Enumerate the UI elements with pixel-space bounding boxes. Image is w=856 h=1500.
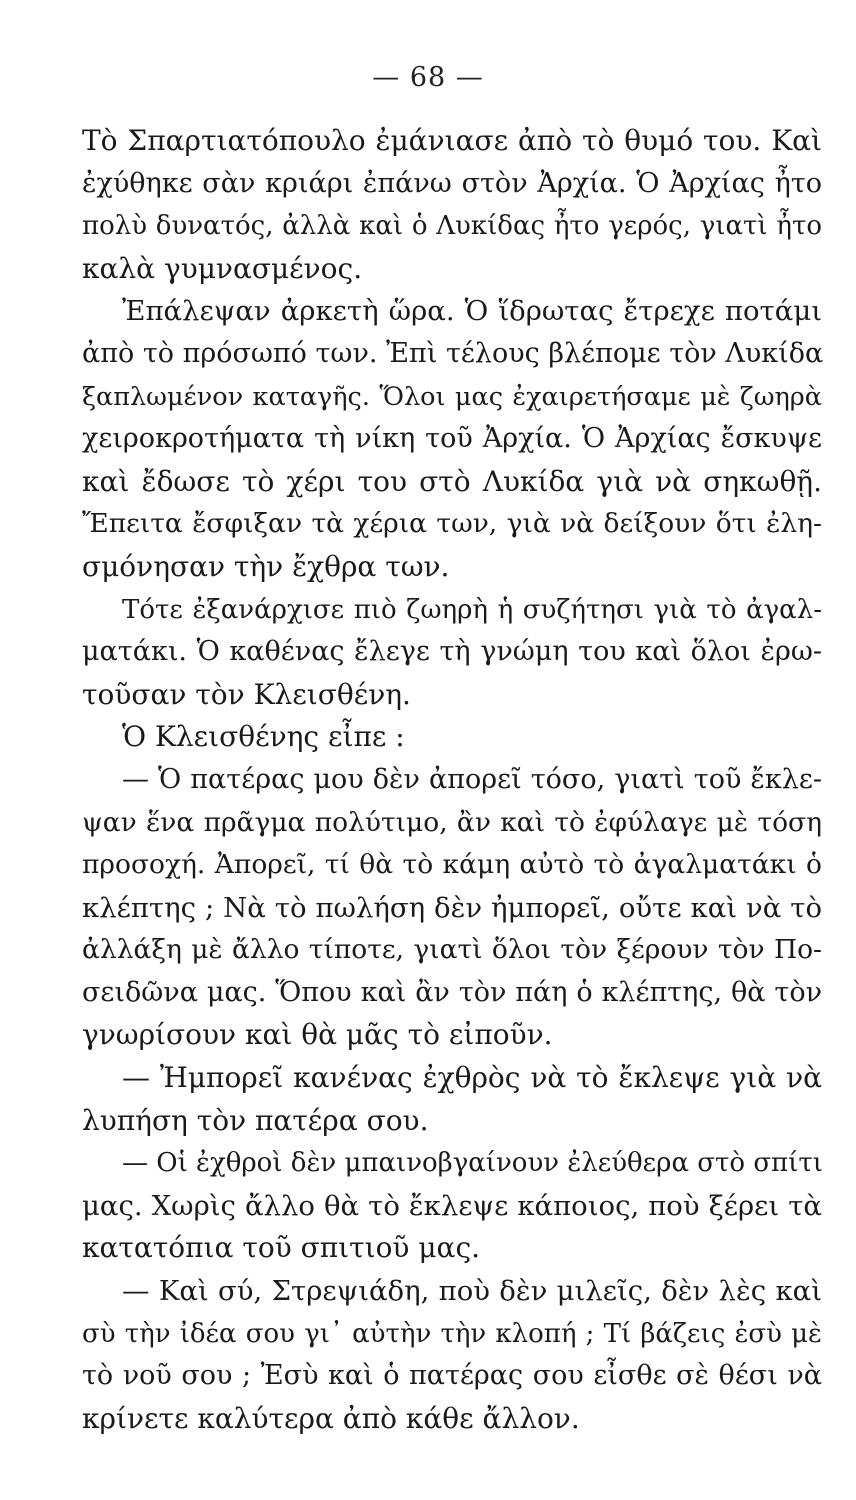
text-line: Ἔπειτα ἔσφιξαν τὰ χέρια των, γιὰ νὰ δείξουν ὅτι ἐλη- <box>82 508 822 540</box>
text-line: σὺ τὴν ἰδέα σου γι᾿ αὐτὴν τὴν κλοπή ; Τί βάζεις ἐσὺ μὲ <box>82 1318 822 1349</box>
text-line: τοῦσαν τὸν Κλεισθένη. <box>82 677 411 711</box>
text-line: τὸ νοῦ σου ; Ἐσὺ καὶ ὁ πατέρας σου εἶσθε σὲ θέσι νὰ <box>82 1360 822 1392</box>
text-line: — Καὶ σύ, Στρεψιάδη, ποὺ δὲν μιλεῖς, δὲν λὲς καὶ <box>122 1275 822 1308</box>
text-line: ξαπλωμένον καταγῆς. Ὅλοι μας ἐχαιρετήσαμε μὲ ζωηρὰ <box>82 381 822 412</box>
text-line: πολὺ δυνατός, ἀλλὰ καὶ ὁ Λυκίδας ἦτο γερός, γιατὶ ἦτο <box>82 211 822 242</box>
text-line: κρίνετε καλύτερα ἀπὸ κάθε ἄλλον. <box>82 1401 580 1435</box>
page-body-text <box>82 120 822 1440</box>
text-line: ψαν ἕνα πρᾶγμα πολύτιμο, ἂν καὶ τὸ ἐφύλαγε μὲ τόση <box>82 806 822 838</box>
text-line: Ὁ Κλεισθένης εἶπε : <box>122 720 405 754</box>
text-line: κλέπτης ; Νὰ τὸ πωλήση δὲν ἠμπορεῖ, οὔτε καὶ νὰ τὸ <box>82 891 822 924</box>
text-line: λυπήση τὸν πατέρα σου. <box>82 1103 429 1137</box>
text-line: — Ὁ πατέρας μου δὲν ἀπορεῖ τόσο, γιατὶ τοῦ ἔκλε- <box>122 763 822 795</box>
text-line: καλὰ γυμνασμένος. <box>82 251 363 285</box>
text-line: ἀπὸ τὸ πρόσωπό των. Ἐπὶ τέλους βλέπομε τὸν Λυκίδα <box>82 337 824 369</box>
text-line: ματάκι. Ὁ καθένας ἔλεγε τὴ γνώμη του καὶ ὅλοι ἐρω- <box>82 636 822 668</box>
text-line: — Οἱ ἐχθροὶ δὲν μπαινοβγαίνουν ἐλεύθερα στὸ σπίτι <box>122 1148 823 1179</box>
text-line: — Ἠμπορεῖ κανένας ἐχθρὸς νὰ τὸ ἔκλεψε γιὰ νὰ <box>122 1061 822 1095</box>
page-number: — 68 — <box>372 62 484 93</box>
text-line: καὶ ἔδωσε τὸ χέρι του στὸ Λυκίδα γιὰ νὰ σηκωθῇ. <box>82 464 822 498</box>
text-line: προσοχή. Ἀπορεῖ, τί θὰ τὸ κάμη αὐτὸ τὸ ἀγαλματάκι ὁ <box>82 849 822 881</box>
text-line: Τὸ Σπαρτιατόπουλο ἐμάνιασε ἀπὸ τὸ θυμό του. Καὶ <box>82 124 822 157</box>
text-line: χειροκροτήματα τὴ νίκη τοῦ Ἀρχία. Ὁ Ἀρχίας ἔσκυψε <box>82 423 822 455</box>
text-line: σμόνησαν τὴν ἔχθρα των. <box>82 549 450 583</box>
text-line: ἀλλάξη μὲ ἄλλο τίποτε, γιατὶ ὅλοι τὸν ξέρουν τὸν Πο- <box>82 934 822 966</box>
text-line: Ἐπάλεψαν ἀρκετὴ ὥρα. Ὁ ἵδρωτας ἔτρεχε ποτάμι <box>122 295 822 328</box>
text-line: ἐχύθηκε σὰν κριάρι ἐπάνω στὸν Ἀρχία. Ὁ Ἀρχίας ἦτο <box>82 167 822 199</box>
text-line: Τότε ἐξανάρχισε πιὸ ζωηρὴ ἡ συζήτησι γιὰ τὸ ἀγαλ- <box>122 594 822 625</box>
text-line: κατατόπια τοῦ σπιτιοῦ μας. <box>82 1231 481 1265</box>
text-line: σειδῶνα μας. Ὅπου καὶ ἂν τὸν πάη ὁ κλέπτης, θὰ τὸν <box>82 976 822 1008</box>
text-line: μας. Χωρὶς ἄλλο θὰ τὸ ἔκλεψε κάποιος, ποὺ ξέρει τὰ <box>82 1189 822 1222</box>
text-line: γνωρίσουν καὶ θὰ μᾶς τὸ εἰποῦν. <box>82 1018 553 1052</box>
